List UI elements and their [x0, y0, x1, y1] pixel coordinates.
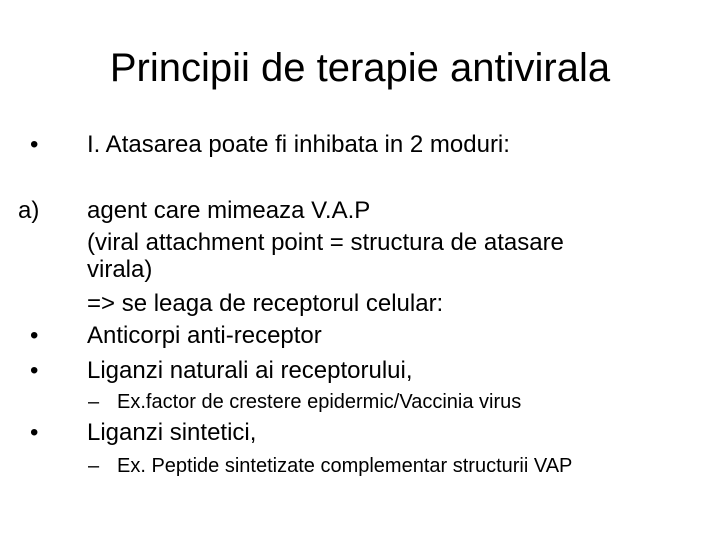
point-a-line: (viral attachment point = structura de atasare [87, 229, 564, 256]
bullet-marker: • [30, 322, 39, 349]
sub-bullet-text: Ex.factor de crestere epidermic/Vaccinia virus [117, 391, 522, 413]
point-a-line: agent care mimeaza V.A.P [87, 197, 371, 224]
bullet-text: Liganzi sintetici, [87, 419, 257, 446]
slide-title: Principii de terapie antivirala [109, 46, 611, 90]
point-a-line: => se leaga de receptorul celular: [87, 290, 444, 317]
point-a-line: virala) [87, 256, 153, 283]
bullet-marker: • [30, 131, 39, 158]
sub-bullet-dash: – [88, 391, 100, 413]
point-1-text: I. Atasarea poate fi inhibata in 2 moduri: [87, 131, 510, 158]
list-marker-a: a) [18, 197, 40, 224]
sub-bullet-text: Ex. Peptide sintetizate complementar structurii VAP [117, 455, 573, 477]
sub-bullet-dash: – [88, 455, 100, 477]
bullet-text: Anticorpi anti-receptor [87, 322, 322, 349]
bullet-text: Liganzi naturali ai receptorului, [87, 357, 413, 384]
bullet-marker: • [30, 357, 39, 384]
bullet-marker: • [30, 419, 39, 446]
